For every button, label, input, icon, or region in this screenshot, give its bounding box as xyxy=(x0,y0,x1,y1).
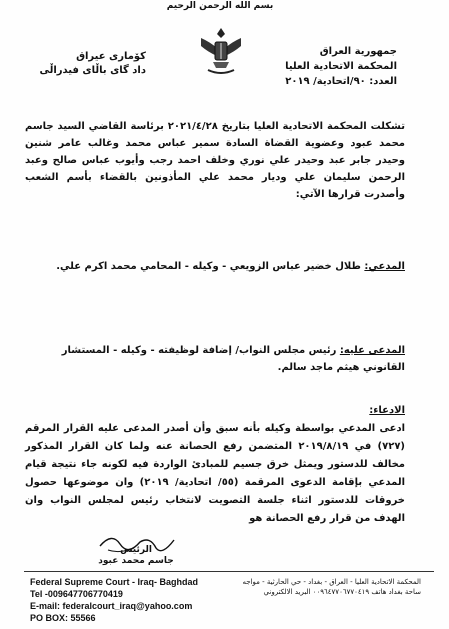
defendant-text: رئيس مجلس النواب/ إضافة لوظيفته - وكيله - المستشار القانوني هيثم ماجد سالم. xyxy=(61,345,405,373)
header-left-court: داد گای باڵای فیدراڵی xyxy=(39,65,146,76)
header-left-country: كۆماری عیراق xyxy=(76,51,146,62)
intro-paragraph: تشكلت المحكمة الاتحادية العليا بتاريخ ٢٠٢١/٤/٢٨ برئاسة القاضي السيد جاسم محمد عبود وعضوية القضاة السادة سمير عباس محمد وغالب عامر شنين وحيدر جابر عبد وحيدر علي نوري وخلف احمد رجب وأيوب عباس صالح وعبد الرحمن سليمان علي وديار محمد علي المأذونين بالقضاء بأسم الشعب وأصدرت قرارها الآتي: xyxy=(25,121,405,200)
plaintiff-section xyxy=(25,258,405,275)
footer-divider xyxy=(24,571,434,572)
basmala: بسم الله الرحمن الرحيم xyxy=(166,1,274,11)
claim-heading: الادعاء: xyxy=(369,405,405,416)
signature-title: الرئيس xyxy=(120,545,152,555)
footer-po-box: PO BOX: 55566 xyxy=(30,613,96,623)
footer-english xyxy=(30,576,198,624)
plaintiff-label: المدعي: xyxy=(364,261,405,272)
signature-block xyxy=(96,545,176,567)
footer-arabic: المحكمة الاتحادية العليا - العراق - بغداد - حي الحارثية - مواجه ساحة بغداد هاتف ٠٠٩٦٤٧٧٠٦٧٧٠٤١٩ البريد الالكتروني xyxy=(242,578,421,596)
iraq-eagle-emblem xyxy=(198,24,244,78)
header-number: العدد: ٩٠/اتحادية/ ٢٠١٩ xyxy=(285,76,397,87)
claim-body: ادعى المدعي بواسطة وكيله بأنه سبق وأن أصدر المدعى عليه القرار المرقم (٧٢٧) في ٢٠١٩/٨/١٩ المتضمن رفع الحصانة عنه ولما كان القرار المذكور مخالف للدستور ويمثل خرق جسيم للمبادئ الواردة فيه لكونه جاء نتيجة قيام المدعي بإقامة الدعوى المرقمة (٥٥/ اتحادية/ ٢٠١٩) وان موضوعها حصول خروقات للدستور اثناء جلسة التصويت لانتخاب رئيس لمجلس النواب وان الهدف من قرار رفع الحصانة هو xyxy=(25,423,406,524)
footer-email[interactable]: E-mail: federalcourt_iraq@yahoo.com xyxy=(30,601,193,611)
signature-name: جاسم محمد عبود xyxy=(98,556,174,566)
defendant-section xyxy=(25,342,405,376)
header-court: المحكمة الاتحادية العليا xyxy=(285,61,397,72)
header-right xyxy=(285,44,397,89)
footer-phone: Tel -009647706770419 xyxy=(30,589,123,599)
plaintiff-text: طلال خضير عباس الزويعي - وكيله - المحامي محمد اكرم علي. xyxy=(56,261,361,272)
defendant-label: المدعى عليه: xyxy=(339,345,405,356)
footer-court-name: Federal Supreme Court - Iraq- Baghdad xyxy=(30,577,199,587)
header-left xyxy=(26,50,146,78)
header-country: جمهورية العراق xyxy=(319,46,397,57)
